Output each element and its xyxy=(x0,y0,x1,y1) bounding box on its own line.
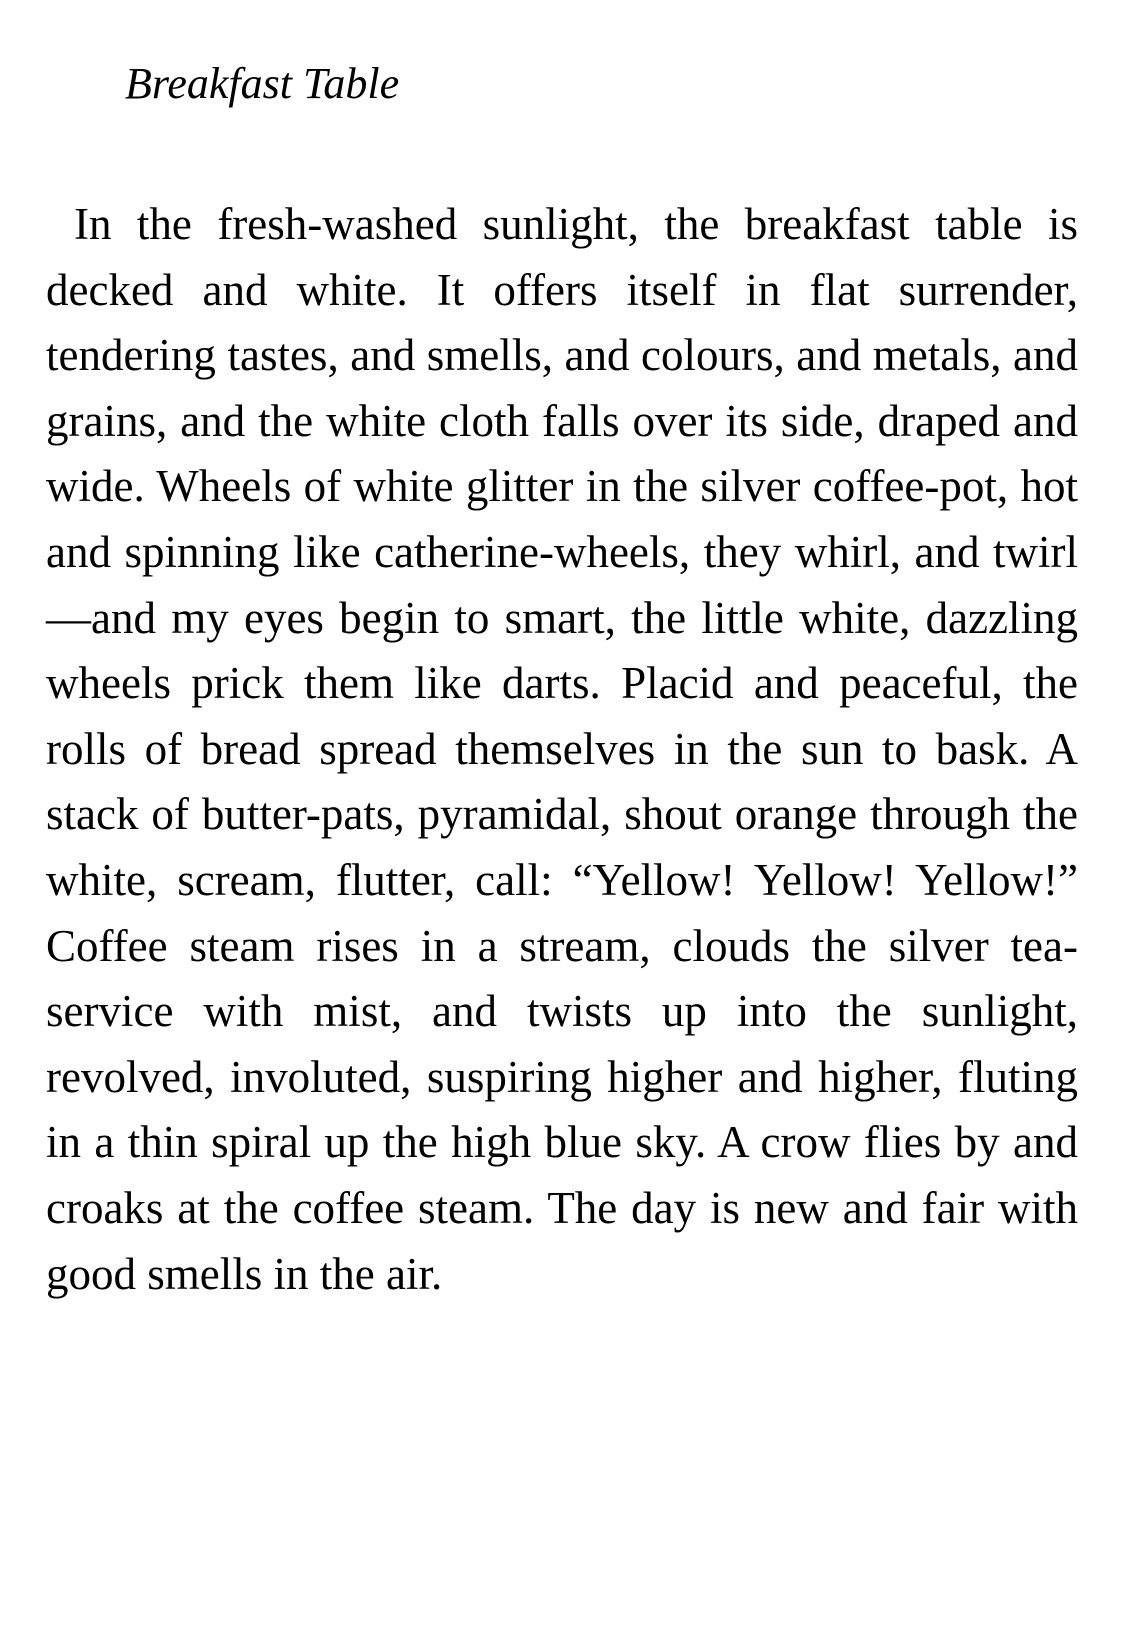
body-paragraph: In the fresh-washed sunlight, the breakfast table is decked and white. It offers itself in flat surrender, tendering tastes, and smells, and colours, and metals, and grains, and the white cloth falls over its side, draped and wide. Wheels of white glitter in the silver coffee-pot, hot and spinning like catherine-wheels, they whirl, and twirl—and my eyes begin to smart, the little white, dazzling wheels prick them like darts. Placid and peaceful, the rolls of bread spread themselves in the sun to bask. A stack of butter-pats, pyramidal, shout orange through the white, scream, flutter, call: “Yellow! Yellow! Yellow!” Coffee steam rises in a stream, clouds the silver tea-service with mist, and twists up into the sunlight, revolved, involuted, suspiring higher and higher, fluting in a thin spiral up the high blue sky. A crow flies by and croaks at the coffee steam. The day is new and fair with good smells in the air. xyxy=(46,199,1078,1299)
poem-title: Breakfast Table xyxy=(125,59,400,108)
